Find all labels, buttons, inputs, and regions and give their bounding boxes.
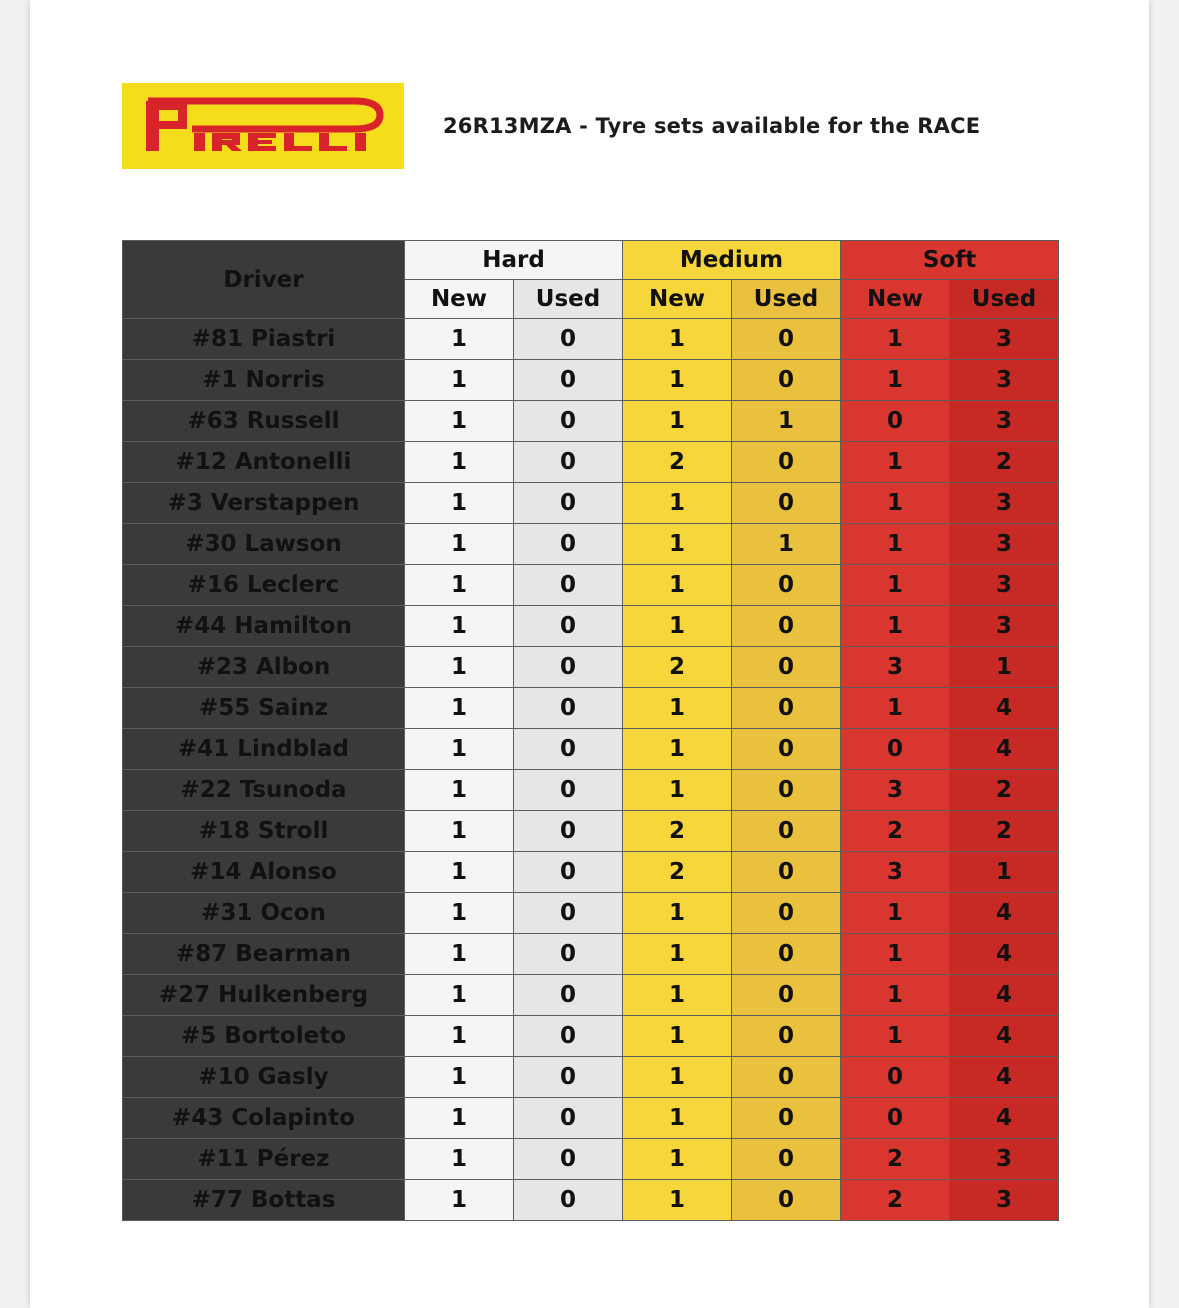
soft-new-count: 1 [841,565,950,606]
medium-used-count: 0 [732,934,841,975]
soft-used-count: 4 [950,893,1059,934]
hard-new-count: 1 [405,524,514,565]
driver-name: #12 Antonelli [123,442,405,483]
table-row [123,319,1059,360]
soft-new-count: 1 [841,483,950,524]
medium-new-header: New [623,280,732,319]
soft-new-count: 1 [841,442,950,483]
hard-new-count: 1 [405,688,514,729]
driver-name: #44 Hamilton [123,606,405,647]
medium-new-count: 2 [623,852,732,893]
medium-new-count: 1 [623,360,732,401]
driver-name: #3 Verstappen [123,483,405,524]
hard-used-count: 0 [514,524,623,565]
medium-used-count: 0 [732,893,841,934]
soft-used-count: 3 [950,1139,1059,1180]
hard-new-count: 1 [405,647,514,688]
soft-used-count: 3 [950,1180,1059,1221]
medium-used-count: 0 [732,975,841,1016]
hard-new-header: New [405,280,514,319]
medium-new-count: 2 [623,442,732,483]
table-row [123,975,1059,1016]
tyre-sets-table [122,240,1059,1221]
hard-used-count: 0 [514,565,623,606]
soft-used-count: 1 [950,852,1059,893]
medium-used-count: 0 [732,729,841,770]
soft-used-count: 3 [950,360,1059,401]
medium-new-count: 2 [623,811,732,852]
driver-name: #18 Stroll [123,811,405,852]
hard-used-count: 0 [514,1016,623,1057]
soft-new-count: 0 [841,729,950,770]
medium-used-count: 0 [732,811,841,852]
soft-used-header: Used [950,280,1059,319]
soft-new-count: 2 [841,1139,950,1180]
table-row [123,360,1059,401]
pirelli-logo [122,83,404,169]
hard-used-count: 0 [514,1180,623,1221]
medium-used-header: Used [732,280,841,319]
hard-used-count: 0 [514,1139,623,1180]
table-row [123,770,1059,811]
medium-used-count: 0 [732,360,841,401]
hard-used-count: 0 [514,1057,623,1098]
hard-new-count: 1 [405,1180,514,1221]
soft-new-count: 1 [841,606,950,647]
table-row [123,565,1059,606]
soft-new-count: 1 [841,975,950,1016]
medium-new-count: 1 [623,975,732,1016]
medium-new-count: 1 [623,606,732,647]
driver-name: #1 Norris [123,360,405,401]
medium-used-count: 0 [732,1098,841,1139]
hard-new-count: 1 [405,1139,514,1180]
hard-new-count: 1 [405,770,514,811]
soft-used-count: 4 [950,1057,1059,1098]
hard-new-count: 1 [405,319,514,360]
soft-new-count: 0 [841,401,950,442]
medium-used-count: 0 [732,1180,841,1221]
hard-new-count: 1 [405,606,514,647]
soft-used-count: 4 [950,688,1059,729]
table-row [123,1180,1059,1221]
medium-new-count: 1 [623,770,732,811]
medium-used-count: 0 [732,688,841,729]
soft-new-count: 1 [841,524,950,565]
table-row [123,729,1059,770]
soft-new-count: 1 [841,1016,950,1057]
hard-used-count: 0 [514,401,623,442]
hard-compound-header: Hard [405,241,623,280]
driver-name: #14 Alonso [123,852,405,893]
medium-used-count: 0 [732,647,841,688]
hard-new-count: 1 [405,1098,514,1139]
table-row [123,524,1059,565]
hard-used-header: Used [514,280,623,319]
soft-used-count: 4 [950,1016,1059,1057]
hard-new-count: 1 [405,483,514,524]
soft-new-count: 1 [841,319,950,360]
medium-new-count: 1 [623,1139,732,1180]
hard-used-count: 0 [514,319,623,360]
medium-used-count: 0 [732,1139,841,1180]
medium-new-count: 1 [623,401,732,442]
soft-used-count: 2 [950,811,1059,852]
medium-used-count: 1 [732,524,841,565]
soft-new-count: 3 [841,770,950,811]
hard-new-count: 1 [405,1057,514,1098]
table-row [123,401,1059,442]
table-row [123,442,1059,483]
hard-new-count: 1 [405,565,514,606]
soft-new-count: 0 [841,1098,950,1139]
hard-used-count: 0 [514,647,623,688]
driver-name: #41 Lindblad [123,729,405,770]
driver-name: #11 Pérez [123,1139,405,1180]
soft-new-count: 2 [841,1180,950,1221]
table-row [123,647,1059,688]
medium-compound-header: Medium [623,241,841,280]
driver-name: #55 Sainz [123,688,405,729]
driver-name: #23 Albon [123,647,405,688]
medium-new-count: 1 [623,319,732,360]
driver-name: #22 Tsunoda [123,770,405,811]
hard-new-count: 1 [405,975,514,1016]
hard-new-count: 1 [405,442,514,483]
hard-used-count: 0 [514,688,623,729]
medium-new-count: 1 [623,565,732,606]
hard-new-count: 1 [405,934,514,975]
driver-name: #43 Colapinto [123,1098,405,1139]
soft-new-count: 0 [841,1057,950,1098]
soft-used-count: 1 [950,647,1059,688]
table-row [123,893,1059,934]
hard-used-count: 0 [514,729,623,770]
medium-new-count: 1 [623,1057,732,1098]
soft-new-count: 3 [841,647,950,688]
medium-new-count: 2 [623,647,732,688]
medium-used-count: 0 [732,606,841,647]
medium-used-count: 0 [732,565,841,606]
medium-used-count: 0 [732,442,841,483]
hard-new-count: 1 [405,1016,514,1057]
document-title: 26R13MZA - Tyre sets available for the RACE [443,114,981,138]
medium-new-count: 1 [623,934,732,975]
hard-used-count: 0 [514,811,623,852]
medium-new-count: 1 [623,524,732,565]
soft-used-count: 3 [950,565,1059,606]
medium-used-count: 1 [732,401,841,442]
hard-used-count: 0 [514,1098,623,1139]
driver-name: #10 Gasly [123,1057,405,1098]
soft-used-count: 2 [950,770,1059,811]
soft-new-count: 1 [841,688,950,729]
table-row [123,1139,1059,1180]
driver-name: #77 Bottas [123,1180,405,1221]
medium-used-count: 0 [732,1057,841,1098]
soft-used-count: 3 [950,483,1059,524]
driver-name: #87 Bearman [123,934,405,975]
medium-new-count: 1 [623,1016,732,1057]
driver-name: #16 Leclerc [123,565,405,606]
driver-name: #31 Ocon [123,893,405,934]
medium-new-count: 1 [623,1098,732,1139]
medium-used-count: 0 [732,483,841,524]
medium-used-count: 0 [732,319,841,360]
medium-used-count: 0 [732,1016,841,1057]
soft-new-count: 1 [841,893,950,934]
soft-used-count: 3 [950,401,1059,442]
table-row [123,934,1059,975]
hard-used-count: 0 [514,442,623,483]
hard-new-count: 1 [405,811,514,852]
hard-new-count: 1 [405,729,514,770]
medium-new-count: 1 [623,893,732,934]
soft-new-count: 1 [841,934,950,975]
soft-used-count: 3 [950,524,1059,565]
soft-used-count: 2 [950,442,1059,483]
table-row [123,688,1059,729]
medium-new-count: 1 [623,729,732,770]
hard-used-count: 0 [514,975,623,1016]
soft-new-count: 3 [841,852,950,893]
driver-name: #30 Lawson [123,524,405,565]
soft-new-count: 1 [841,360,950,401]
table-row [123,811,1059,852]
soft-used-count: 4 [950,729,1059,770]
hard-new-count: 1 [405,360,514,401]
driver-name: #63 Russell [123,401,405,442]
medium-new-count: 1 [623,1180,732,1221]
hard-new-count: 1 [405,401,514,442]
table-row [123,1098,1059,1139]
hard-new-count: 1 [405,893,514,934]
driver-column-header: Driver [123,241,405,319]
soft-used-count: 4 [950,934,1059,975]
table-row [123,1057,1059,1098]
hard-used-count: 0 [514,483,623,524]
driver-name: #27 Hulkenberg [123,975,405,1016]
hard-used-count: 0 [514,770,623,811]
hard-new-count: 1 [405,852,514,893]
soft-used-count: 3 [950,606,1059,647]
driver-name: #5 Bortoleto [123,1016,405,1057]
hard-used-count: 0 [514,606,623,647]
medium-used-count: 0 [732,852,841,893]
soft-new-header: New [841,280,950,319]
soft-used-count: 3 [950,319,1059,360]
table-row [123,1016,1059,1057]
hard-used-count: 0 [514,852,623,893]
hard-used-count: 0 [514,360,623,401]
hard-used-count: 0 [514,934,623,975]
soft-used-count: 4 [950,1098,1059,1139]
medium-new-count: 1 [623,688,732,729]
table-row [123,852,1059,893]
driver-name: #81 Piastri [123,319,405,360]
medium-used-count: 0 [732,770,841,811]
tyre-table-body [123,319,1059,1221]
table-row [123,483,1059,524]
table-row [123,606,1059,647]
hard-used-count: 0 [514,893,623,934]
soft-used-count: 4 [950,975,1059,1016]
medium-new-count: 1 [623,483,732,524]
soft-compound-header: Soft [841,241,1059,280]
soft-new-count: 2 [841,811,950,852]
